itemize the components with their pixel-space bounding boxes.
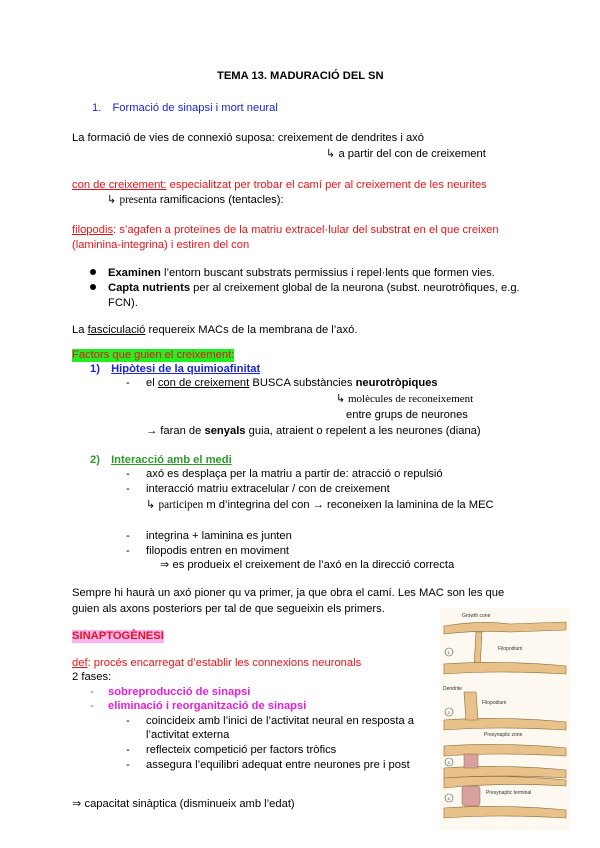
con-rest: especialitzat per trobar el camí per al creixement de les neurites xyxy=(166,179,487,191)
section-number: 1. xyxy=(92,102,102,114)
sinapto-sub-item: assegura l’equilibri adequat entre neurones pre i post xyxy=(146,759,410,771)
figure-label: Presynaptic terminal xyxy=(486,790,532,796)
hypothesis-2-number: 2) xyxy=(90,454,100,466)
list-dash: - xyxy=(126,483,130,495)
filopodis-line-2: (laminina-integrina) i estiren del con xyxy=(72,239,250,251)
presynaptic-terminal-shape xyxy=(462,786,480,806)
con-definition xyxy=(72,179,487,192)
list-dash: - xyxy=(90,686,94,698)
bullet-bold: Examinen xyxy=(108,267,161,279)
h1-sub-1: ↳ molècules de reconeixement xyxy=(336,393,474,405)
presynaptic-zone-shape xyxy=(464,754,478,768)
con-sub-rest: ramificacions (tentacles): xyxy=(159,194,284,206)
intro-line-1: La formació de vies de connexió suposa: creixement de dendrites i axó xyxy=(72,132,424,144)
factors-title: Factors que guien el creixement: xyxy=(72,349,235,361)
h1-item-pre: el xyxy=(146,377,158,389)
phase-item: eliminació i reorganització de sinapsi xyxy=(108,700,307,712)
bullet-item xyxy=(90,267,495,280)
hypothesis-1-item xyxy=(146,377,438,390)
fasciculacio-post: requereix MACs de la membrana de l’axó. xyxy=(145,324,358,336)
fasciculacio-line xyxy=(72,324,357,337)
h1-item-mid: BUSCA substàncies xyxy=(249,377,356,389)
hypothesis-1-label: Hipòtesi de la quimioafinitat xyxy=(111,363,261,375)
bullet-text: per al creixement global de la neurona (subst. neurotròfiques, e.g. xyxy=(190,282,520,294)
bullet-text: l’entorn buscant substrats permissius i repel·lents que formen vies. xyxy=(160,267,495,279)
phase-item: sobreproducció de sinapsi xyxy=(108,686,251,698)
h2-sub xyxy=(146,499,494,512)
section-heading xyxy=(92,102,278,115)
figure-label: Filopodium xyxy=(482,700,507,706)
con-sub-arrow: ↳ xyxy=(107,194,117,206)
h1-arrow-post: guia, atraient o repelent a les neurones (diana) xyxy=(245,425,481,437)
figure-label: Growth cone xyxy=(462,613,491,619)
bullet-bold: Capta nutrients xyxy=(108,282,191,294)
sinapto-def-term: def xyxy=(72,657,88,669)
list-dash: - xyxy=(90,700,94,712)
step-number: 4 xyxy=(447,796,450,801)
h2-item: axó es desplaça per la matriu a partir de: atracció o repulsió xyxy=(146,468,443,480)
h2-item: interacció matriu extracelular / con de creixement xyxy=(146,483,390,495)
capacity-line: ⇒ capacitat sinàptica (disminueix amb l’edat) xyxy=(72,798,295,810)
axon-shape xyxy=(464,692,478,720)
intro-line-2: ↳ a partir del con de creixement xyxy=(326,148,486,160)
pioneer-line-2: guien als axons posteriors per tal de que segueixin els primers. xyxy=(72,603,385,615)
list-dash: - xyxy=(126,744,130,756)
h1-arrow-pre: → faran de xyxy=(146,425,205,437)
figure-label: Presynaptic zone xyxy=(484,732,523,738)
h1-sub-2: entre grups de neurones xyxy=(346,409,468,421)
sinapto-definition xyxy=(72,657,361,670)
sinapto-title: SINAPTOGÈNESI xyxy=(72,630,164,642)
filopodis-term: filopodis xyxy=(72,224,114,236)
pioneer-line-1: Sempre hi haurà un axó pioner qu va primer, ja que obra el camí. Les MAC son les que xyxy=(72,587,505,599)
bullet-continuation: FCN). xyxy=(108,297,138,309)
h2-item: integrina + laminina es junten xyxy=(146,530,292,542)
con-sub-word: presenta xyxy=(119,194,157,206)
synapse-formation-figure xyxy=(440,608,570,830)
sinapto-fases: 2 fases: xyxy=(72,671,112,683)
h2-result: ⇒ es produeix el creixement de l’axó en la direcció correcta xyxy=(160,559,455,571)
sinapto-sub-item: coincideix amb l’inici de l’activitat neural en resposta a xyxy=(146,715,415,727)
con-term: con de creixement: xyxy=(72,179,167,191)
list-dash: - xyxy=(126,530,130,542)
sinapto-sub-item: reflecteix competició per factors tròfics xyxy=(146,744,337,756)
bullet-dot xyxy=(90,284,96,290)
hypothesis-2-heading xyxy=(90,454,232,467)
bullet-item xyxy=(90,282,520,295)
list-dash: - xyxy=(126,377,130,389)
list-dash: - xyxy=(126,468,130,480)
sinapto-def-rest: : procés encarregat d’establir les connexions neuronals xyxy=(87,657,362,669)
figure-label: Filopodium xyxy=(498,646,523,652)
page-title: TEMA 13. MADURACIÓ DEL SN xyxy=(217,70,384,82)
step-number: 1 xyxy=(447,650,450,655)
h2-item: filopodis entren en moviment xyxy=(146,545,290,557)
step-number: 2 xyxy=(447,710,450,715)
list-dash: - xyxy=(126,715,130,727)
step-number: 3 xyxy=(447,760,450,765)
hypothesis-1-heading xyxy=(90,363,260,376)
con-sub xyxy=(107,194,284,207)
filopodis-rest: : s’agafen a proteïnes de la matriu extracel·lular del substrat en el que creixen xyxy=(113,224,499,236)
list-dash: - xyxy=(126,545,130,557)
sinapto-sub-item: l’activitat externa xyxy=(146,729,230,741)
filopodis-line-1 xyxy=(72,224,499,237)
bullet-dot xyxy=(90,269,96,275)
h1-arrow-bold: senyals xyxy=(204,425,246,437)
list-dash: - xyxy=(126,759,130,771)
h2-sub-word: participen xyxy=(158,499,204,511)
h1-item-bold: neurotròpiques xyxy=(355,377,438,389)
h1-arrow-line xyxy=(146,425,481,438)
figure-label: Dendrite xyxy=(443,686,462,692)
h2-sub-rest: m d’integrina del con → reconeixen la laminina de la MEC xyxy=(206,499,494,511)
fasciculacio-pre: La xyxy=(72,324,88,336)
hypothesis-1-number: 1) xyxy=(90,363,100,375)
h1-item-term: con de creixement xyxy=(157,377,250,389)
hypothesis-2-label: Interacció amb el medi xyxy=(111,454,232,466)
h2-sub-arrow: ↳ xyxy=(146,499,156,511)
section-label: Formació de sinapsi i mort neural xyxy=(112,102,278,114)
fasciculacio-term: fasciculació xyxy=(87,324,146,336)
